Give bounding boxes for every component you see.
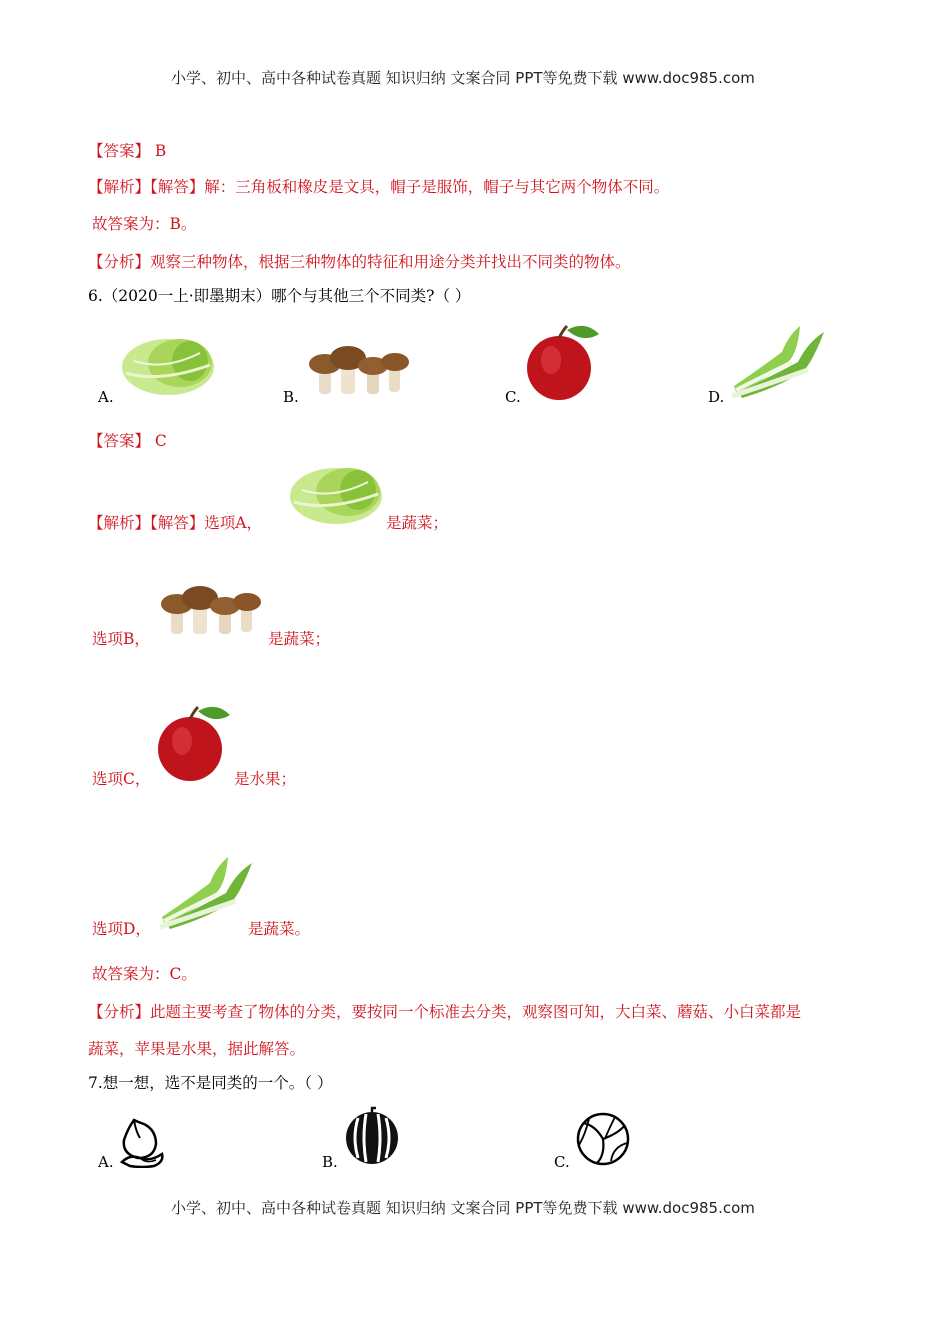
q6-option-b-result: 是蔬菜； xyxy=(268,630,331,648)
apple-icon xyxy=(525,324,601,402)
page-footer: 小学、初中、高中各种试卷真题 知识归纳 文案合同 PPT等免费下载 www.doc985.com xyxy=(171,1199,755,1217)
q6-option-b-text: 选项B， xyxy=(92,630,150,648)
q5-conclusion: 故答案为：B。 xyxy=(92,215,197,233)
q5-explanation: 【解析】【解答】解：三角板和橡皮是文具，帽子是服饰，帽子与其它两个物体不同。 xyxy=(88,178,670,196)
apple-icon xyxy=(156,705,232,783)
q6-option-c-label: C. xyxy=(505,388,521,406)
q6-option-d-label: D. xyxy=(708,388,725,406)
mushroom-icon xyxy=(305,336,413,398)
peach-icon xyxy=(116,1114,170,1168)
q7-option-a-label: A. xyxy=(98,1153,114,1171)
q6-option-a-result: 是蔬菜； xyxy=(386,514,449,532)
cabbage-icon xyxy=(120,333,216,399)
q6-option-d-text: 选项D， xyxy=(92,920,151,938)
q6-option-b-label: B. xyxy=(283,388,299,406)
q6-option-d-result: 是蔬菜。 xyxy=(248,920,311,938)
bok-choy-icon xyxy=(728,322,824,402)
q7-option-b-label: B. xyxy=(322,1153,338,1171)
q6-question: 6.（2020一上·即墨期末）哪个与其他三个不同类?（ ） xyxy=(88,287,471,305)
q6-explanation xyxy=(88,511,262,533)
watermelon-icon xyxy=(344,1106,400,1166)
mushroom-icon xyxy=(157,576,265,638)
q6-option-c-result: 是水果； xyxy=(234,770,297,788)
q6-conclusion: 故答案为：C。 xyxy=(92,965,197,983)
q6-analysis-line2: 蔬菜，苹果是水果，据此解答。 xyxy=(88,1040,306,1058)
q6-answer: 【答案】 C xyxy=(88,432,167,450)
q7-option-c-label: C. xyxy=(554,1153,570,1171)
q6-option-a-label: A. xyxy=(98,388,114,406)
q6-analysis-line1: 【分析】此题主要考查了物体的分类，要按同一个标准去分类，观察图可知，大白菜、蘑菇、小白菜都是 xyxy=(88,1003,802,1021)
q6-explanation-tag: 【解析】【解答】选项A， xyxy=(88,514,262,532)
q6-option-c-text: 选项C， xyxy=(92,770,151,788)
q5-analysis: 【分析】观察三种物体，根据三种物体的特征和用途分类并找出不同类的物体。 xyxy=(88,253,631,271)
q7-question: 7.想一想，选不是同类的一个。（ ） xyxy=(88,1074,333,1092)
bok-choy-icon xyxy=(156,853,252,933)
volleyball-icon xyxy=(575,1111,631,1167)
cabbage-icon xyxy=(288,462,384,528)
q5-answer: 【答案】 B xyxy=(88,142,167,160)
page-header: 小学、初中、高中各种试卷真题 知识归纳 文案合同 PPT等免费下载 www.doc985.com xyxy=(171,69,755,87)
